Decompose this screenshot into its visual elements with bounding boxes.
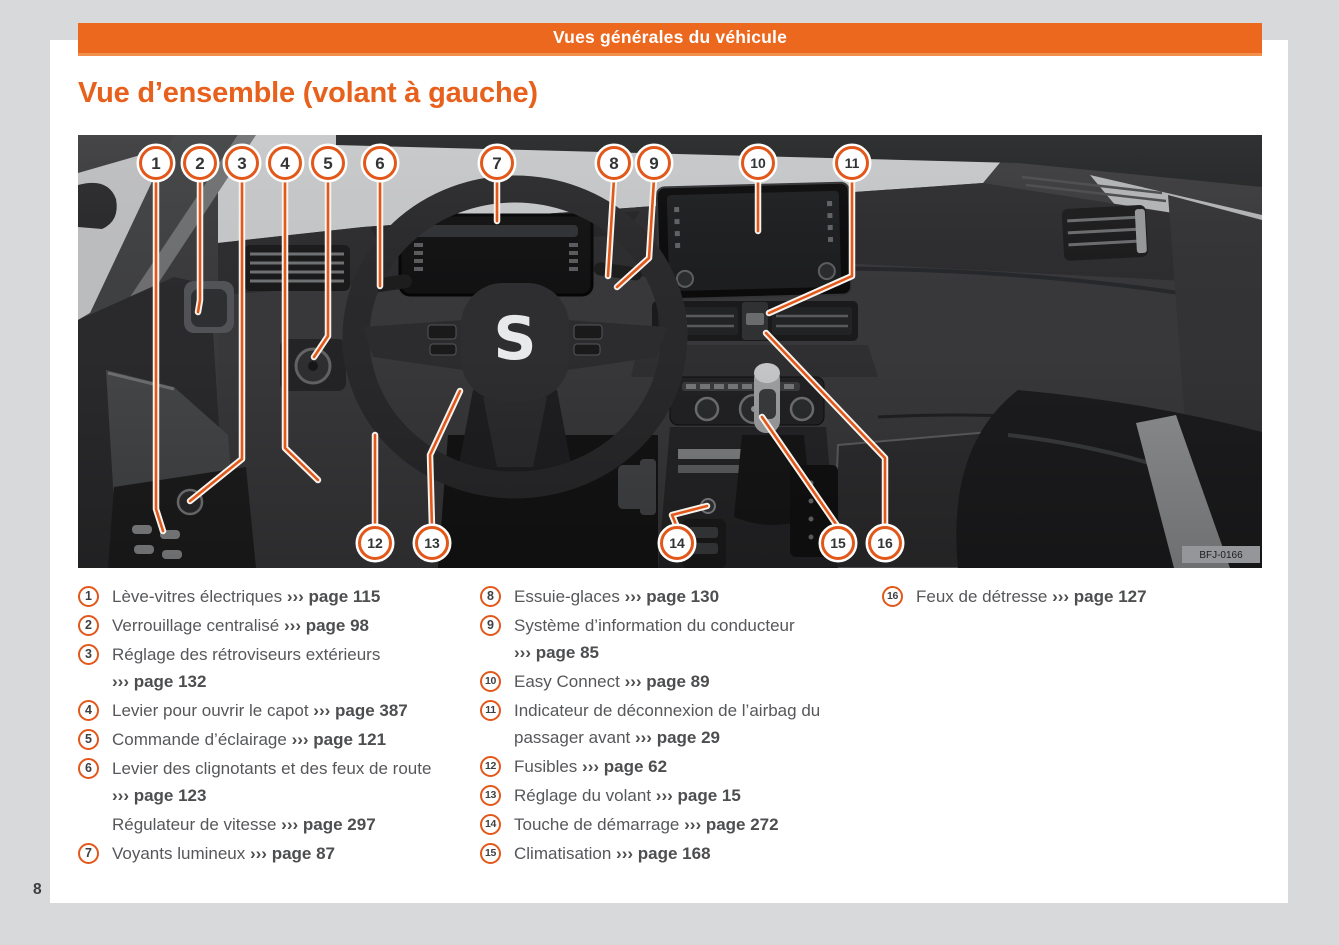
- svg-text:9: 9: [649, 154, 659, 173]
- svg-text:16: 16: [877, 535, 893, 551]
- item-label: Touche de démarrage: [514, 815, 680, 834]
- figure-tag: BFJ-0166: [1199, 550, 1243, 561]
- callout-4: [268, 146, 302, 180]
- callout-2: [183, 146, 217, 180]
- photo-shading: [78, 135, 1262, 568]
- svg-text:4: 4: [280, 154, 290, 173]
- item-label: Verrouillage centralisé: [112, 616, 280, 635]
- callout-16: [868, 526, 902, 560]
- legend-item: [480, 697, 876, 751]
- legend-item: [480, 583, 876, 610]
- item-number-badge: 12: [480, 756, 501, 777]
- item-page-ref: ››› page 168: [616, 844, 711, 863]
- callout-1: [139, 146, 173, 180]
- callout-9: [637, 146, 671, 180]
- item-page-ref: ››› page 85: [514, 643, 600, 662]
- item-number-badge: 4: [78, 700, 99, 721]
- item-label: Régulateur de vitesse: [112, 815, 277, 834]
- legend-item: [78, 641, 474, 695]
- svg-text:6: 6: [375, 154, 385, 173]
- legend-item: [480, 811, 876, 838]
- legend-item: [78, 840, 474, 867]
- item-page-ref: ››› page 130: [624, 587, 720, 606]
- callout-15: [821, 526, 855, 560]
- section-band-label: Vues générales du véhicule: [552, 27, 788, 47]
- item-number-badge: 16: [882, 586, 903, 607]
- svg-text:7: 7: [492, 154, 502, 173]
- callout-8: [597, 146, 631, 180]
- item-page-ref: ››› page 15: [655, 786, 741, 805]
- item-page-ref: ››› page 98: [284, 616, 370, 635]
- legend-column-2: [480, 583, 876, 869]
- item-page-ref: ››› page 121: [291, 730, 387, 749]
- svg-text:13: 13: [424, 535, 440, 551]
- callout-6: [363, 146, 397, 180]
- callout-5: [311, 146, 345, 180]
- dashboard-figure: [78, 135, 1262, 568]
- item-label: Easy Connect: [514, 672, 620, 691]
- item-number-badge: 10: [480, 671, 501, 692]
- callout-7: [480, 146, 514, 180]
- callout-3: [225, 146, 259, 180]
- item-page-ref: ››› page 387: [313, 701, 408, 720]
- svg-text:14: 14: [669, 535, 685, 551]
- item-page-ref: ››› page 132: [112, 672, 207, 691]
- dashboard-photo: [78, 135, 1262, 568]
- item-number-badge: 13: [480, 785, 501, 806]
- item-number-badge: 1: [78, 586, 99, 607]
- item-page-ref: ››› page 272: [684, 815, 779, 834]
- svg-text:8: 8: [609, 154, 619, 173]
- legend-item: [78, 726, 474, 753]
- legend-column-3: [882, 583, 1262, 612]
- legend-item: [78, 811, 474, 838]
- item-label: Réglage des rétroviseurs extérieurs: [112, 645, 381, 664]
- legend-item: [882, 583, 1262, 610]
- page-number: 8: [33, 881, 42, 898]
- item-label: Commande d’éclairage: [112, 730, 287, 749]
- item-label: Système d’information du conducteur: [514, 616, 795, 635]
- item-label: Fusibles: [514, 757, 578, 776]
- item-page-ref: ››› page 29: [634, 728, 721, 747]
- svg-text:3: 3: [237, 154, 247, 173]
- callout-13: [415, 526, 449, 560]
- item-page-ref: ››› page 123: [112, 786, 207, 805]
- item-label: Réglage du volant: [514, 786, 652, 805]
- legend-item: [78, 697, 474, 724]
- item-label: Essuie-glaces: [514, 587, 620, 606]
- item-number-badge: 2: [78, 615, 99, 636]
- item-number-badge: 11: [480, 700, 501, 721]
- item-number-badge: 8: [480, 586, 501, 607]
- svg-text:12: 12: [367, 535, 383, 551]
- item-label: Indicateur de déconnexion de l’airbag du passager avant: [514, 701, 821, 747]
- item-number-badge: 7: [78, 843, 99, 864]
- svg-text:15: 15: [830, 535, 846, 551]
- svg-text:2: 2: [195, 154, 205, 173]
- item-label: Feux de détresse: [916, 587, 1048, 606]
- legend-item: [480, 840, 876, 867]
- item-page-ref: ››› page 87: [249, 844, 336, 863]
- legend-item: [480, 668, 876, 695]
- svg-text:5: 5: [323, 154, 333, 173]
- callout-11: [835, 146, 869, 180]
- item-label: Lève-vitres électriques: [112, 587, 283, 606]
- svg-text:1: 1: [151, 154, 161, 173]
- page-title: Vue d’ensemble (volant à gauche): [78, 77, 538, 109]
- item-page-ref: ››› page 62: [582, 757, 668, 776]
- callout-14: [660, 526, 694, 560]
- item-number-badge: 6: [78, 758, 99, 779]
- item-number-badge: 15: [480, 843, 501, 864]
- legend-column-1: [78, 583, 474, 869]
- legend-item: [480, 782, 876, 809]
- legend-item: [78, 755, 474, 809]
- item-number-badge: 3: [78, 644, 99, 665]
- item-label: Levier pour ouvrir le capot: [112, 701, 309, 720]
- callout-12: [358, 526, 392, 560]
- item-page-ref: ››› page 89: [624, 672, 710, 691]
- item-label: Voyants lumineux: [112, 844, 246, 863]
- item-number-badge: 5: [78, 729, 99, 750]
- item-label: Climatisation: [514, 844, 612, 863]
- svg-text:10: 10: [750, 155, 766, 171]
- legend-item: [78, 583, 474, 610]
- item-label: Levier des clignotants et des feux de route: [112, 759, 432, 778]
- item-page-ref: ››› page 297: [281, 815, 376, 834]
- item-number-badge: 9: [480, 615, 501, 636]
- svg-text:11: 11: [844, 155, 860, 171]
- item-number-badge: 14: [480, 814, 501, 835]
- callout-10: [741, 146, 775, 180]
- item-page-ref: ››› page 127: [1052, 587, 1147, 606]
- legend-item: [480, 753, 876, 780]
- legend-item: [78, 612, 474, 639]
- legend-item: [480, 612, 876, 666]
- item-page-ref: ››› page 115: [286, 587, 381, 606]
- section-band: [78, 23, 1262, 56]
